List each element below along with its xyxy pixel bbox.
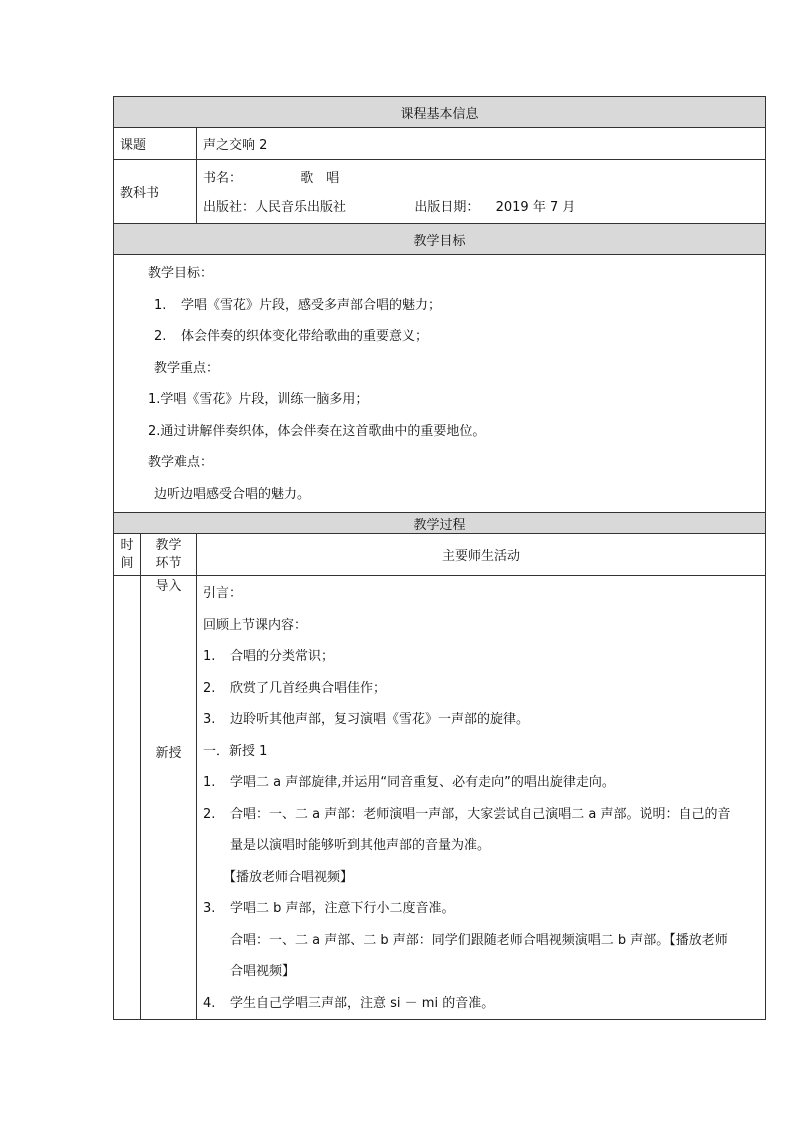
- activity-cell: [197, 576, 766, 1020]
- pub-date-value: 2019 年 7 月: [495, 199, 576, 215]
- section-header-process: 教学过程: [114, 513, 766, 534]
- section-header-basic-info: 课程基本信息: [114, 97, 766, 128]
- textbook-label: 教科书: [114, 160, 197, 224]
- review-item: 3. 边聆听其他声部，复习演唱《雪花》一声部的旋律。: [203, 712, 530, 727]
- time-cell: [114, 576, 141, 1020]
- topic-value: 声之交响 2: [197, 128, 766, 160]
- lesson-plan-table: [113, 96, 766, 1020]
- review-title: 回顾上节课内容：: [203, 617, 308, 633]
- segment-new-teaching: 新授: [155, 746, 182, 761]
- book-name-value: 歌 唱: [300, 170, 340, 186]
- pub-date-label: 出版日期：: [414, 199, 480, 215]
- new-teaching-item: 4. 学生自己学唱三声部，注意 si － mi 的音准。: [203, 995, 495, 1011]
- col-header-time: 时 间: [114, 534, 141, 576]
- goal-item: 2. 体会伴奏的织体变化带给歌曲的重要意义；: [154, 329, 429, 344]
- publisher-label: 出版社：: [203, 199, 256, 215]
- publisher-value: 人民音乐出版社: [255, 199, 347, 215]
- publisher-line: [203, 195, 765, 221]
- col-header-main-activity: 主要师生活动: [197, 534, 766, 576]
- goal-item: 1. 学唱《雪花》片段，感受多声部合唱的魅力；: [154, 297, 442, 313]
- topic-label: 课题: [114, 128, 197, 160]
- key-points-title: 教学重点：: [154, 360, 220, 376]
- new-teaching-item: 3. 学唱二 b 声部，注意下行小二度音准。: [203, 901, 455, 916]
- book-name-label: 书名：: [203, 170, 243, 186]
- segment-intro: 导入: [155, 579, 182, 594]
- intro-text: 引言：: [203, 586, 243, 601]
- new-teaching-title: 一．新授 1: [203, 743, 268, 759]
- col-header-segment: 教学 环节: [141, 534, 197, 576]
- new-teaching-item: 2. 合唱：一、二 a 声部：老师演唱一声部，大家尝试自己演唱二 a 声部。说明：自己的音: [203, 806, 731, 822]
- textbook-details: [197, 160, 766, 224]
- segment-cell: [141, 576, 197, 1020]
- key-point-item: 2.通过讲解伴奏织体，体会伴奏在这首歌曲中的重要地位。: [148, 423, 486, 439]
- review-item: 2. 欣赏了几首经典合唱佳作；: [203, 680, 387, 696]
- goals-title: 教学目标：: [148, 266, 214, 281]
- goals-cell: [114, 255, 766, 513]
- key-point-item: 1.学唱《雪花》片段，训练一脑多用；: [148, 392, 369, 407]
- difficulties-title: 教学难点：: [148, 455, 214, 470]
- book-name-line: [203, 163, 765, 195]
- difficulty-item: 边听边唱感受合唱的魅力。: [154, 486, 311, 502]
- chorus-note: 合唱：一、二 a 声部、二 b 声部：同学们跟随老师合唱视频演唱二 b 声部。【播放老师: [230, 932, 728, 948]
- chorus-note-cont: 合唱视频】: [230, 964, 296, 979]
- review-item: 1. 合唱的分类常识；: [203, 649, 335, 664]
- new-teaching-item-cont: 量是以演唱时能够听到其他声部的音量为准。: [230, 838, 491, 853]
- play-video-note: 【播放老师合唱视频】: [223, 869, 354, 885]
- section-header-goals: 教学目标: [114, 224, 766, 255]
- new-teaching-item: 1. 学唱二 a 声部旋律,并运用“同音重复、必有走向”的唱出旋律走向。: [203, 775, 615, 790]
